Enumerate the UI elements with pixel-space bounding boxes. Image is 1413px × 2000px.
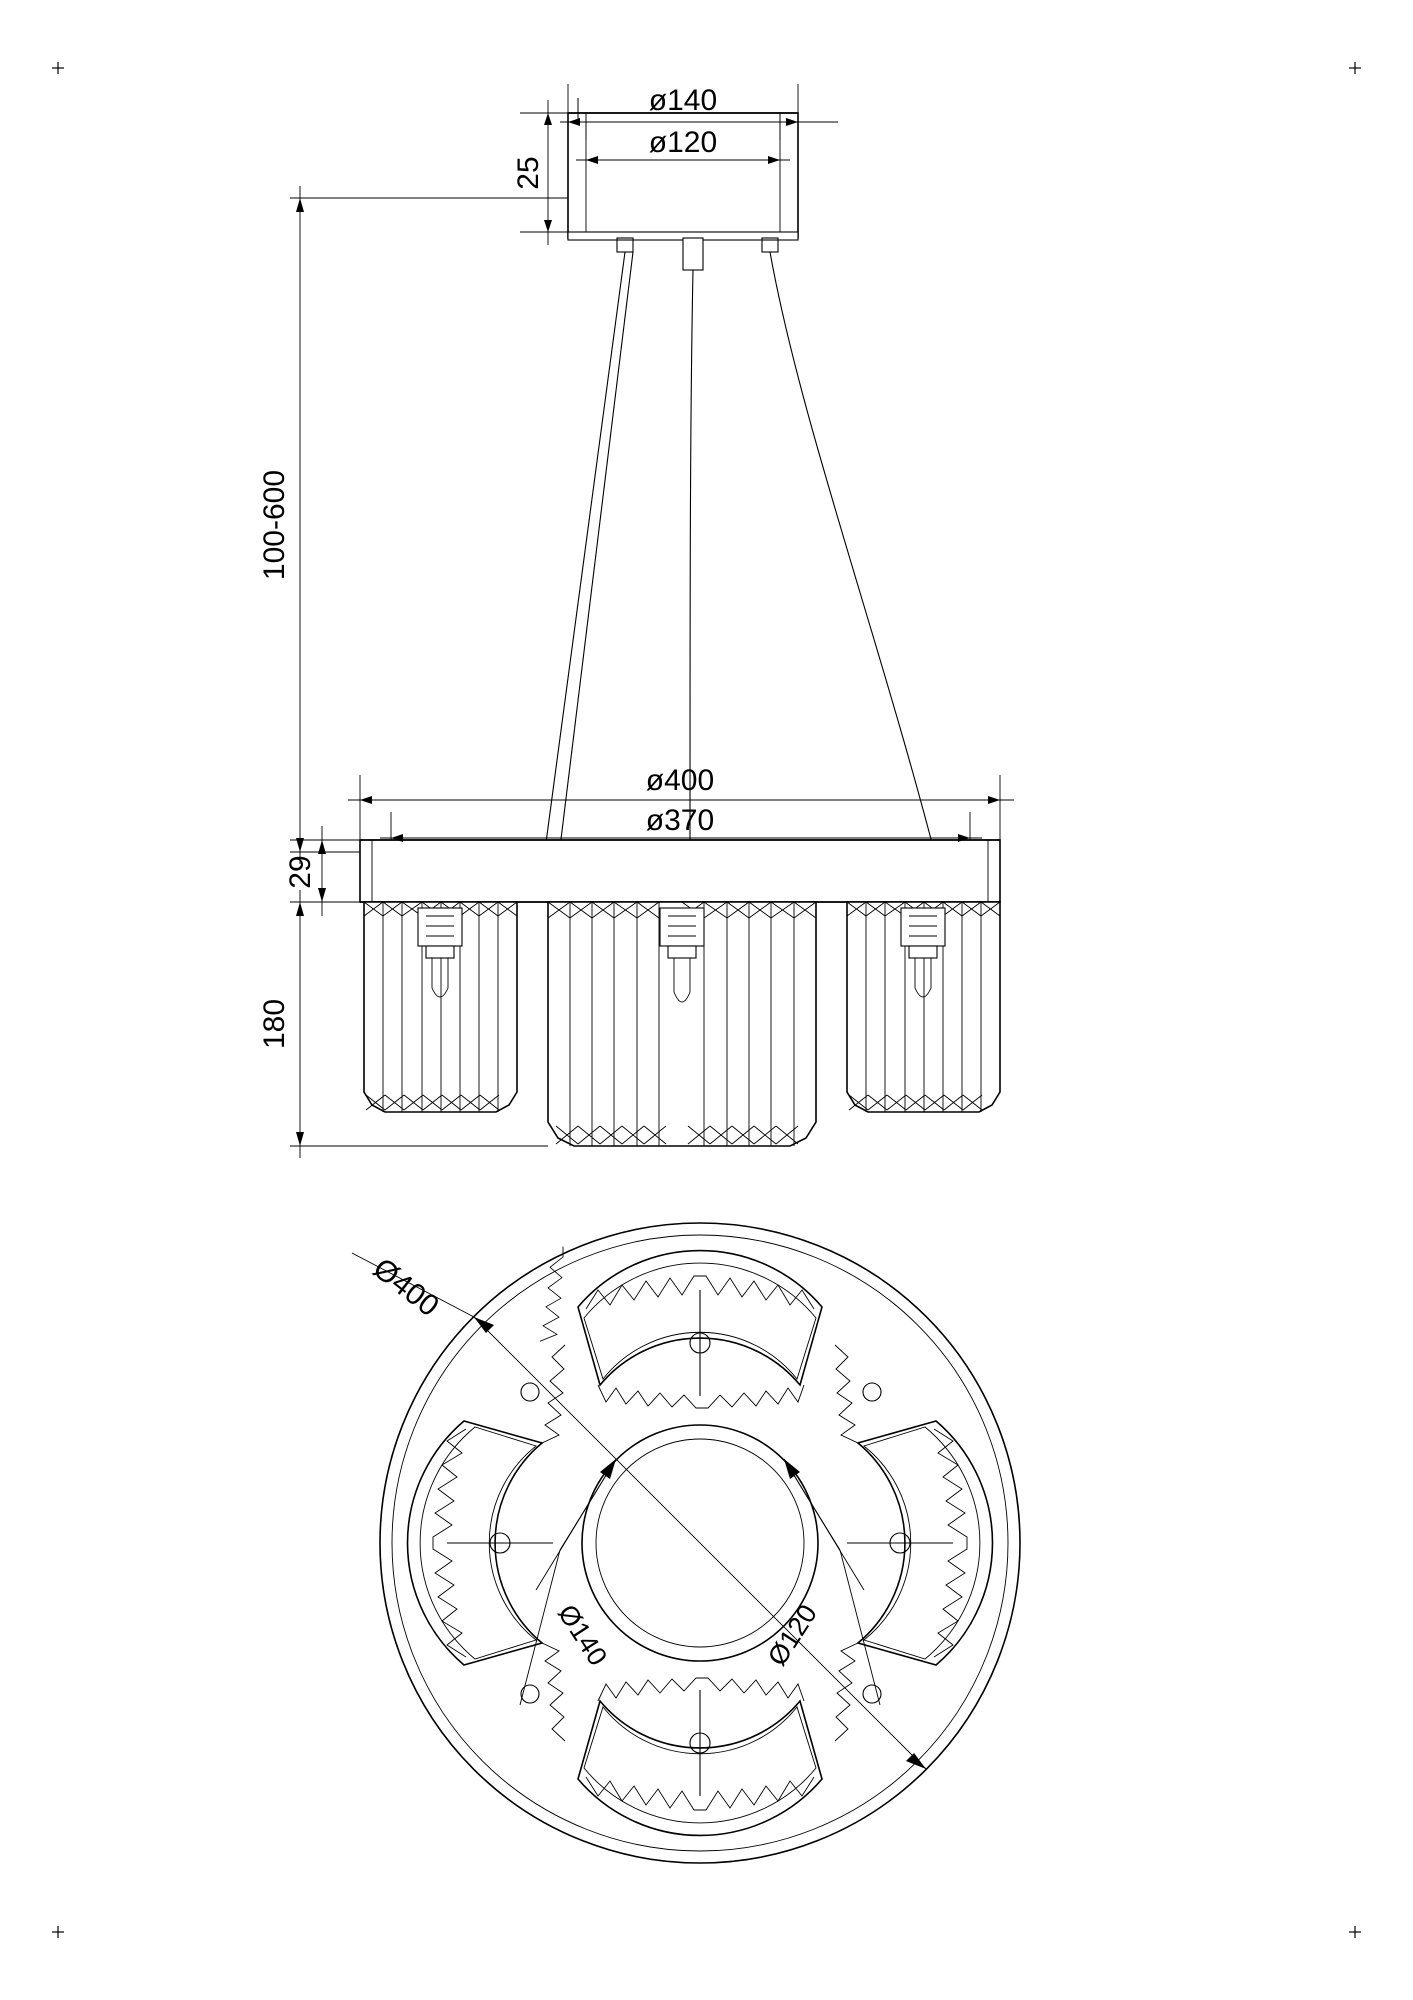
dim-canopy-height-label: 25 [512,156,545,190]
shade-right [847,902,1000,1112]
dim-body-inner-label: ø370 [645,804,715,837]
plan-dim-outer-label: Ø400 [366,1251,445,1324]
suspension-cables [541,252,938,880]
dim-body-inner [380,804,982,842]
plan-view [352,1223,1020,1863]
dim-frame-height-label: 29 [284,855,317,889]
plan-shade-top [578,1251,822,1408]
dim-frame-height [284,826,364,916]
dim-canopy-height [512,100,568,245]
shade-left [364,902,517,1112]
plan-shade-bottom [578,1678,822,1835]
dim-shade-height-label: 180 [258,998,291,1050]
dim-body-outer-label: ø400 [645,764,715,797]
plan-dim-mid [520,1459,616,1705]
plan-dim-mid-label: Ø140 [551,1599,614,1671]
plan-dim-inner [762,1459,880,1705]
dim-drop-range-label: 100-600 [258,469,291,581]
dim-canopy-inner-label: ø120 [648,126,718,159]
dim-canopy-outer-label: ø140 [648,84,718,117]
front-elevation-view [258,84,1014,1158]
plan-shade-right [835,1345,992,1741]
dim-drop-range [258,186,568,864]
plan-dim-inner-label: Ø120 [761,1599,824,1671]
ring-body [360,840,1000,902]
shade-center [548,902,816,1146]
